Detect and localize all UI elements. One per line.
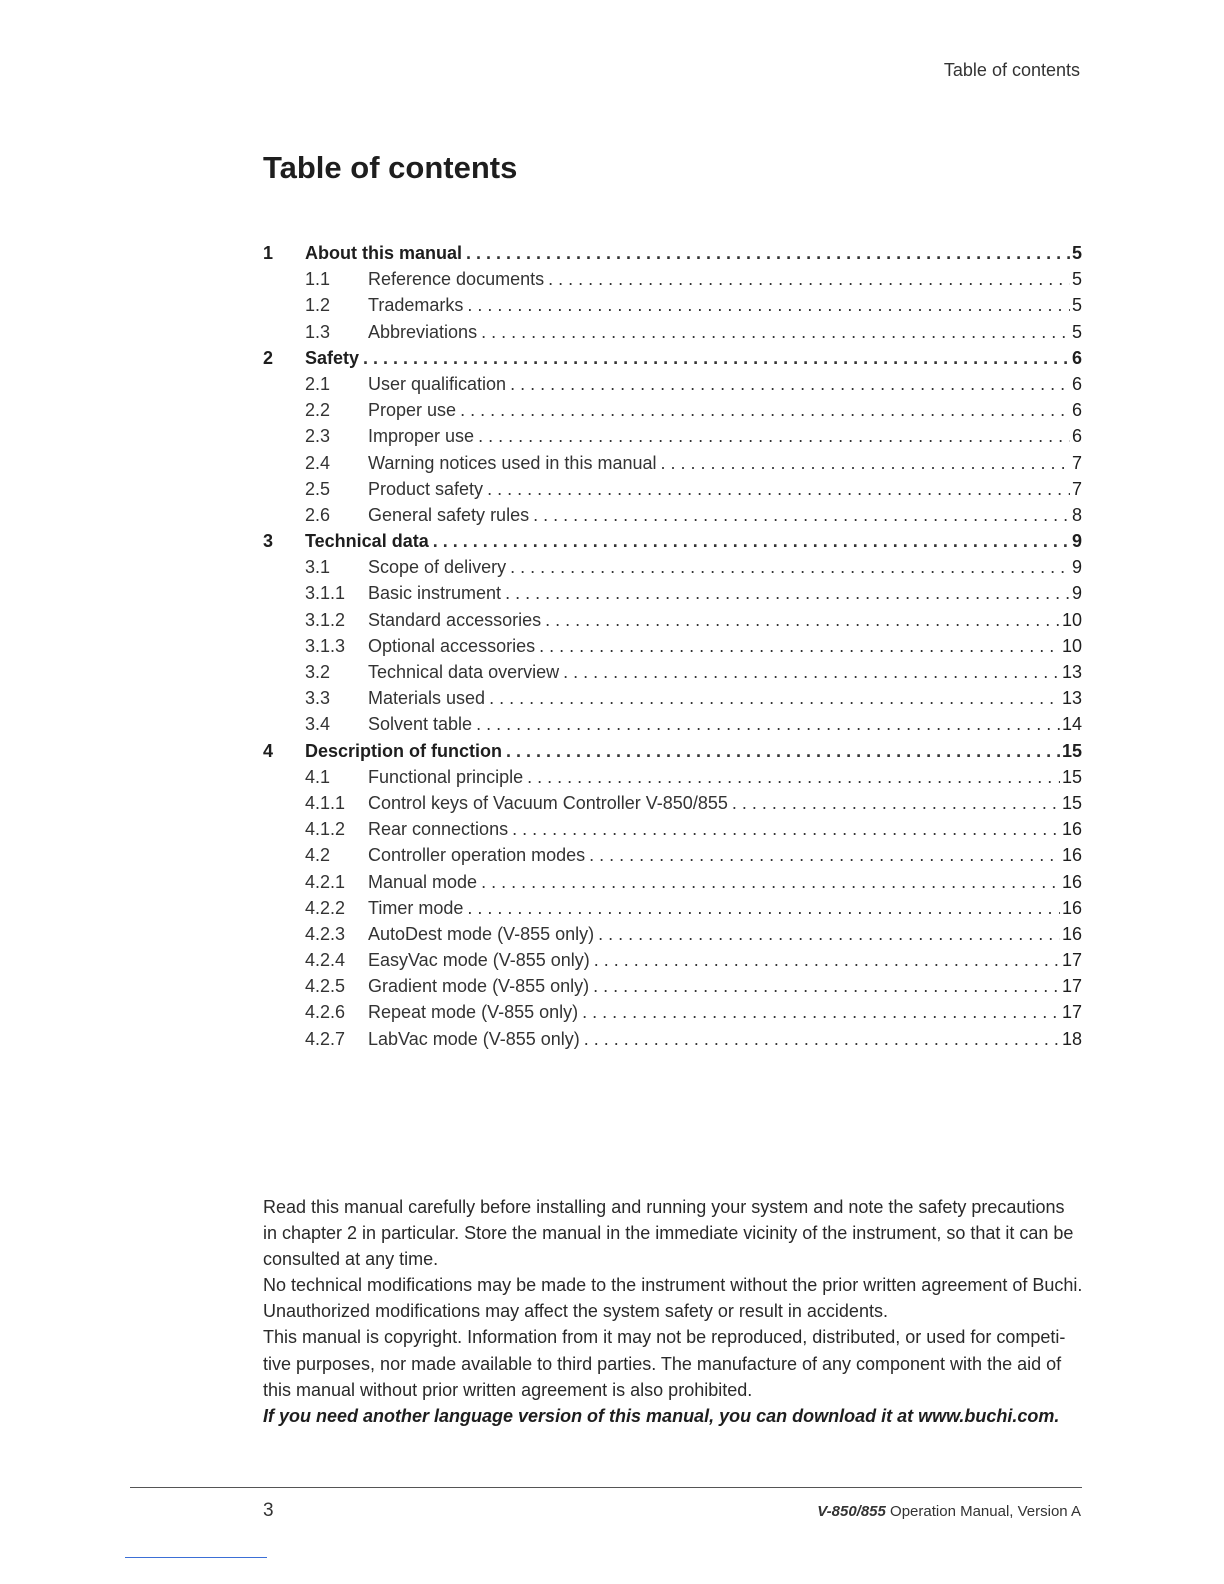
toc-entry[interactable] bbox=[263, 816, 1082, 842]
toc-entry-page: 13 bbox=[1061, 662, 1082, 682]
toc-entry-page: 6 bbox=[1071, 373, 1082, 394]
toc-entry[interactable] bbox=[263, 450, 1082, 476]
toc-entry-number: 3.1 bbox=[305, 557, 331, 578]
toc-dot-leader bbox=[433, 528, 1070, 554]
toc-dot-leader bbox=[593, 973, 1060, 999]
toc-dot-leader bbox=[594, 947, 1060, 973]
toc-entry[interactable] bbox=[263, 973, 1082, 999]
toc-entry[interactable] bbox=[263, 528, 1082, 554]
toc-entry-page: 17 bbox=[1061, 950, 1082, 971]
toc-entry-title: About this manual bbox=[305, 243, 462, 263]
toc-dot-leader bbox=[539, 633, 1060, 659]
toc-dot-leader bbox=[467, 292, 1070, 318]
toc-dot-leader bbox=[589, 842, 1060, 868]
toc-entry[interactable] bbox=[263, 580, 1082, 606]
toc-entry-number: 4.2.2 bbox=[305, 897, 346, 918]
toc-entry[interactable] bbox=[263, 554, 1082, 580]
toc-entry-page: 17 bbox=[1061, 976, 1082, 997]
toc-dot-leader bbox=[506, 738, 1060, 764]
toc-entry-title: Warning notices used in this manual bbox=[368, 452, 657, 473]
toc-dot-leader bbox=[481, 869, 1060, 895]
notice-paragraph: This manual is copyright. Information from it may not be reproduced, distributed, or used for competitive purposes, nor made available to third parties. The manufacture of any component with the aid of this manual without prior written agreement is also prohibited. bbox=[263, 1327, 1066, 1400]
toc-entry-title: EasyVac mode (V-855 only) bbox=[368, 950, 590, 971]
toc-entry-title: Functional principle bbox=[368, 766, 524, 787]
toc-dot-leader bbox=[363, 345, 1070, 371]
toc-entry-title: Materials used bbox=[368, 688, 486, 709]
toc-entry-page: 5 bbox=[1071, 321, 1082, 342]
toc-entry-title: Repeat mode (V-855 only) bbox=[368, 1002, 579, 1023]
toc-entry-title: Safety bbox=[305, 347, 360, 368]
manual-title: Operation Manual, Version A bbox=[885, 1503, 1081, 1520]
toc-entry-title: Description of function bbox=[305, 740, 502, 761]
toc-dot-leader bbox=[505, 580, 1070, 606]
page-number: 3 bbox=[263, 1500, 274, 1521]
toc-entry[interactable] bbox=[263, 895, 1082, 921]
toc-entry-number: 2 bbox=[263, 347, 274, 368]
toc-entry-title: Reference documents bbox=[368, 269, 545, 290]
toc-entry-number: 3 bbox=[263, 531, 274, 552]
toc-entry-number: 3.3 bbox=[305, 688, 331, 709]
toc-dot-leader bbox=[598, 921, 1060, 947]
toc-entry[interactable] bbox=[263, 947, 1082, 973]
toc-entry-page: 5 bbox=[1071, 295, 1082, 316]
toc-entry[interactable] bbox=[263, 659, 1082, 685]
toc-entry-number: 4.2 bbox=[305, 845, 331, 866]
document-title bbox=[817, 1503, 1081, 1520]
toc-entry-title: Standard accessories bbox=[368, 609, 542, 630]
toc-entry[interactable] bbox=[263, 685, 1082, 711]
notice-paragraph: No technical modifications may be made to the instrument without the prior written agreement of Buchi. Unauthorized modifications may affect the system safety or result in accidents. bbox=[263, 1275, 1083, 1322]
toc-entry-number: 4.2.7 bbox=[305, 1028, 346, 1049]
toc-entry-number: 4.2.5 bbox=[305, 976, 346, 997]
toc-entry[interactable] bbox=[263, 633, 1082, 659]
toc-entry-number: 4.2.4 bbox=[305, 950, 346, 971]
toc-entry[interactable] bbox=[263, 790, 1082, 816]
toc-entry-title: Controller operation modes bbox=[368, 845, 586, 866]
toc-entry[interactable] bbox=[263, 266, 1082, 292]
toc-dot-leader bbox=[510, 554, 1070, 580]
toc-entry-page: 7 bbox=[1071, 478, 1082, 499]
toc-dot-leader bbox=[476, 711, 1060, 737]
toc-entry-page: 9 bbox=[1071, 557, 1082, 578]
notice-text bbox=[263, 1194, 1083, 1429]
toc-entry[interactable] bbox=[263, 711, 1082, 737]
toc-dot-leader bbox=[533, 502, 1070, 528]
toc-entry-title: Abbreviations bbox=[368, 321, 478, 342]
toc-entry-title: General safety rules bbox=[368, 504, 530, 525]
toc-entry-number: 2.2 bbox=[305, 400, 331, 421]
toc-entry-page: 15 bbox=[1061, 792, 1082, 813]
toc-entry-number: 2.3 bbox=[305, 426, 331, 447]
toc-entry-page: 16 bbox=[1061, 845, 1082, 866]
toc-entry-page: 16 bbox=[1061, 923, 1082, 944]
toc-entry-title: Improper use bbox=[368, 426, 475, 447]
toc-entry-page: 13 bbox=[1061, 688, 1082, 709]
toc-entry[interactable] bbox=[263, 738, 1082, 764]
toc-entry[interactable] bbox=[263, 319, 1082, 345]
toc-dot-leader bbox=[548, 266, 1070, 292]
toc-entry-title: Gradient mode (V-855 only) bbox=[368, 976, 590, 997]
bottom-line bbox=[125, 1557, 267, 1558]
toc-entry[interactable] bbox=[263, 869, 1082, 895]
toc-entry[interactable] bbox=[263, 607, 1082, 633]
toc-entry-title: LabVac mode (V-855 only) bbox=[368, 1028, 580, 1049]
toc-entry-page: 16 bbox=[1061, 871, 1082, 892]
toc-dot-leader bbox=[582, 999, 1060, 1025]
toc-entry-page: 6 bbox=[1071, 347, 1082, 368]
toc-entry-page: 5 bbox=[1071, 269, 1082, 290]
toc-entry-number: 4.1.1 bbox=[305, 792, 346, 813]
toc-entry-title: Trademarks bbox=[368, 295, 464, 316]
toc-entry[interactable] bbox=[263, 397, 1082, 423]
toc-entry[interactable] bbox=[263, 423, 1082, 449]
toc-entry-title: Control keys of Vacuum Controller V-850/855 bbox=[368, 792, 728, 813]
toc-entry[interactable] bbox=[263, 842, 1082, 868]
toc-entry-page: 8 bbox=[1071, 504, 1082, 525]
toc-dot-leader bbox=[460, 397, 1070, 423]
toc-entry-number: 4.1 bbox=[305, 766, 331, 787]
table-of-contents bbox=[263, 240, 1082, 1052]
toc-entry-page: 10 bbox=[1061, 635, 1082, 656]
toc-entry-page: 15 bbox=[1061, 740, 1082, 761]
toc-entry-title: Scope of delivery bbox=[368, 557, 507, 578]
toc-entry-number: 1.1 bbox=[305, 269, 331, 290]
toc-entry[interactable] bbox=[263, 1026, 1082, 1052]
toc-entry-number: 2.1 bbox=[305, 373, 331, 394]
toc-entry[interactable] bbox=[263, 921, 1082, 947]
toc-entry-title: Optional accessories bbox=[368, 635, 536, 656]
toc-entry-number: 2.5 bbox=[305, 478, 331, 499]
toc-entry-number: 3.4 bbox=[305, 714, 331, 735]
toc-entry-title: Basic instrument bbox=[368, 583, 502, 604]
download-note: If you need another language version of this manual, you can download it at www.buchi.com. bbox=[263, 1405, 1060, 1426]
toc-entry-title: Manual mode bbox=[368, 871, 478, 892]
toc-entry-page: 9 bbox=[1071, 531, 1082, 552]
toc-dot-leader bbox=[512, 816, 1060, 842]
toc-dot-leader bbox=[660, 450, 1070, 476]
toc-entry[interactable] bbox=[263, 292, 1082, 318]
toc-entry-page: 6 bbox=[1071, 426, 1082, 447]
toc-entry-page: 7 bbox=[1071, 452, 1082, 473]
toc-entry-number: 3.1.2 bbox=[305, 609, 346, 630]
toc-entry-title: User qualification bbox=[368, 373, 507, 394]
toc-entry-number: 1.2 bbox=[305, 295, 331, 316]
toc-entry-page: 10 bbox=[1061, 609, 1082, 630]
toc-entry-number: 4.2.6 bbox=[305, 1002, 346, 1023]
toc-entry-number: 4.2.3 bbox=[305, 923, 346, 944]
toc-dot-leader bbox=[584, 1026, 1060, 1052]
toc-entry[interactable] bbox=[263, 371, 1082, 397]
toc-entry-page: 18 bbox=[1061, 1028, 1082, 1049]
toc-dot-leader bbox=[732, 790, 1060, 816]
toc-entry-title: Solvent table bbox=[368, 714, 473, 735]
toc-dot-leader bbox=[545, 607, 1060, 633]
toc-entry[interactable] bbox=[263, 345, 1082, 371]
toc-entry-number: 4.1.2 bbox=[305, 819, 346, 840]
toc-entry-page: 14 bbox=[1061, 714, 1082, 735]
toc-entry-page: 16 bbox=[1061, 897, 1082, 918]
toc-entry-number: 4.2.1 bbox=[305, 871, 346, 892]
toc-dot-leader bbox=[478, 423, 1070, 449]
toc-entry-title: AutoDest mode (V-855 only) bbox=[368, 923, 595, 944]
toc-dot-leader bbox=[563, 659, 1060, 685]
toc-entry[interactable] bbox=[263, 999, 1082, 1025]
toc-entry-title: Product safety bbox=[368, 478, 484, 499]
toc-entry-page: 6 bbox=[1071, 400, 1082, 421]
toc-entry-title: Rear connections bbox=[368, 819, 509, 840]
toc-entry[interactable] bbox=[263, 476, 1082, 502]
toc-entry-number: 2.6 bbox=[305, 504, 331, 525]
toc-entry[interactable] bbox=[263, 764, 1082, 790]
toc-entry-page: 5 bbox=[1071, 243, 1082, 263]
toc-dot-leader bbox=[487, 476, 1070, 502]
toc-dot-leader bbox=[510, 371, 1070, 397]
toc-entry-page: 16 bbox=[1061, 819, 1082, 840]
toc-entry-number: 2.4 bbox=[305, 452, 331, 473]
toc-entry[interactable] bbox=[263, 240, 1082, 266]
toc-entry-page: 17 bbox=[1061, 1002, 1082, 1023]
toc-entry-page: 9 bbox=[1071, 583, 1082, 604]
running-header: Table of contents bbox=[943, 60, 1080, 80]
toc-entry-page: 15 bbox=[1061, 766, 1082, 787]
notice-paragraph: Read this manual carefully before installing and running your system and note the safety precautions in chapter 2 in particular. Store the manual in the immediate vicinity of the instrument, so that it can be consulted at any time. bbox=[263, 1197, 1074, 1270]
toc-entry-title: Proper use bbox=[368, 400, 457, 421]
toc-entry-number: 1.3 bbox=[305, 321, 331, 342]
model-name: V-850/855 bbox=[817, 1503, 886, 1520]
toc-entry-title: Technical data overview bbox=[368, 662, 560, 682]
toc-entry-number: 3.1.1 bbox=[305, 583, 346, 604]
toc-dot-leader bbox=[466, 240, 1070, 266]
toc-dot-leader bbox=[481, 319, 1070, 345]
toc-entry-number: 4 bbox=[263, 740, 274, 761]
toc-entry-number: 1 bbox=[263, 243, 274, 263]
toc-entry-title: Timer mode bbox=[368, 897, 464, 918]
toc-entry-number: 3.2 bbox=[305, 662, 331, 682]
toc-dot-leader bbox=[489, 685, 1060, 711]
footer-divider bbox=[130, 1487, 1082, 1488]
toc-entry-number: 3.1.3 bbox=[305, 635, 346, 656]
toc-dot-leader bbox=[467, 895, 1060, 921]
toc-entry-title: Technical data bbox=[305, 531, 429, 552]
toc-dot-leader bbox=[527, 764, 1060, 790]
page-title: Table of contents bbox=[263, 150, 518, 185]
toc-entry[interactable] bbox=[263, 502, 1082, 528]
